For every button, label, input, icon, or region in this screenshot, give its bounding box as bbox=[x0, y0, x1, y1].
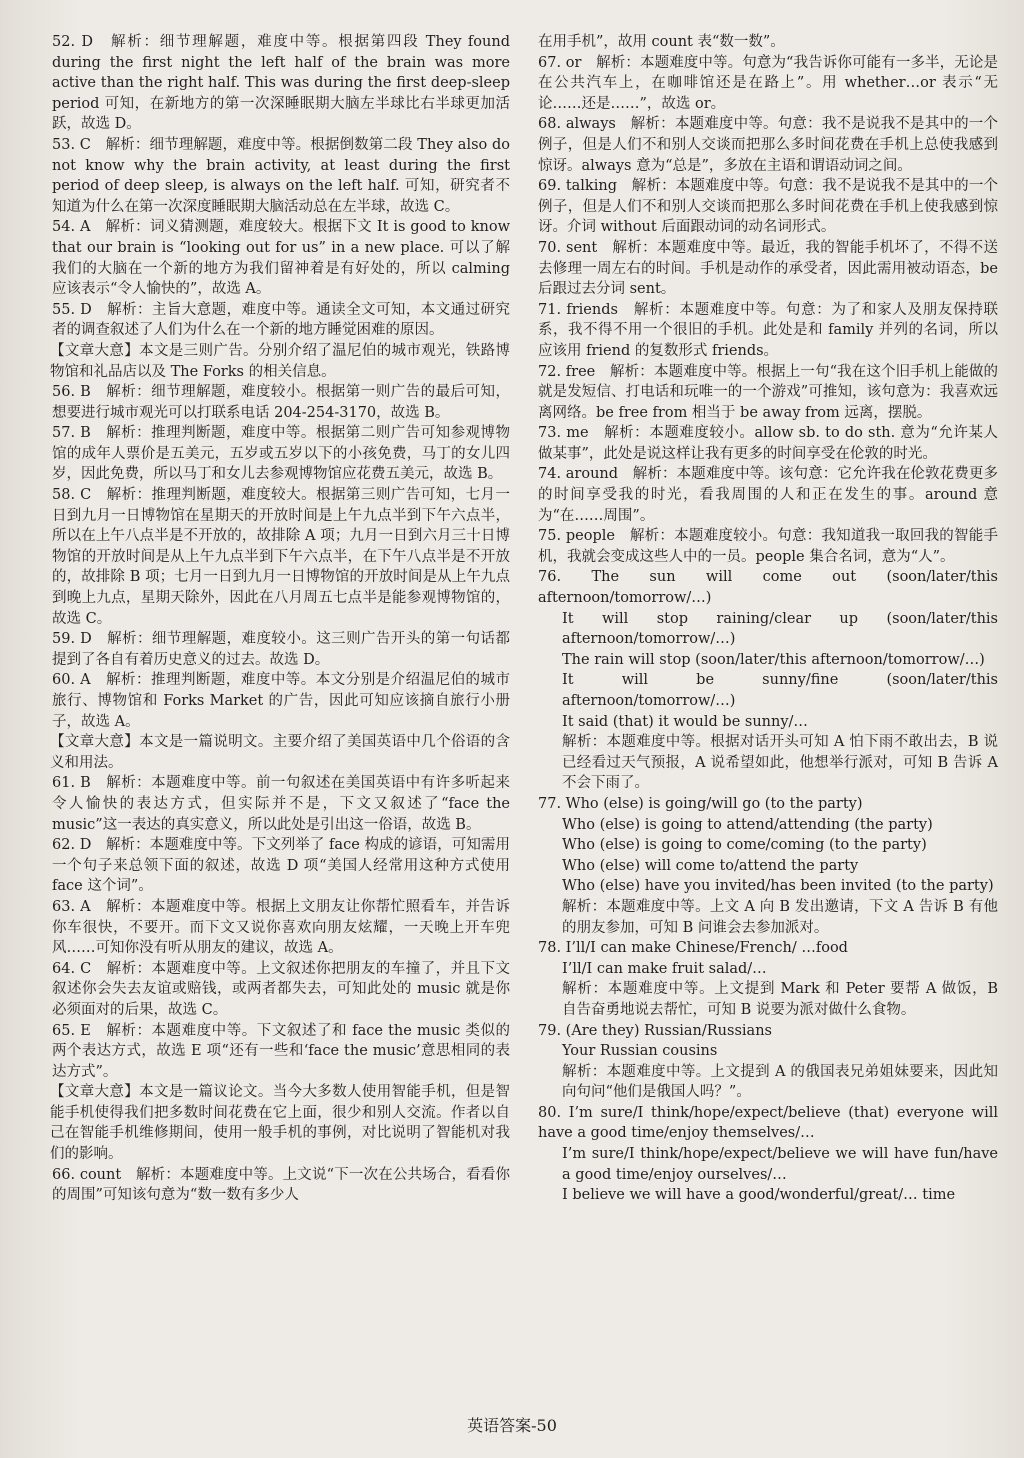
answer-item: 70. sent 解析：本题难度中等。最近，我的智能手机坏了，不得不送去修理一周左右的时间。手机是动作的承受者，因此需用被动语态，be 后跟过去分词 sent。 bbox=[538, 239, 998, 298]
answer-line: The rain will stop (soon/later/this afternoon/tomorrow/…) bbox=[562, 651, 985, 668]
answer-item: 52. D 解析：细节理解题，难度中等。根据第四段 They found during the first night the left half of the brain was more active than the right half. This was during the first deep-sleep period 可知，在新地方的第一次深睡眠期大脑左半球比右半球更加活跃，故选 D。 bbox=[52, 34, 510, 133]
answer-line: It will stop raining/clear up (soon/later/this afternoon/tomorrow/…) bbox=[562, 610, 998, 648]
answer-item: 58. C 解析：推理判断题，难度较大。根据第三则广告可知，七月一日到九月一日博物馆在星期天的开放时间是上午九点半到下午六点半，所以在上午八点半是不开放的，故排除 A 项；九月一日到六月三十日博物馆的开放时间是从上午九点半到下午六点半，在下午八点半是不开放的，故排除 B 项；七月一日到九月一日博物馆的开放时间是从上午九点到晚上九点，星期天除外，因此在八月周五七点半是能参观博物馆的，故选 C。 bbox=[52, 487, 510, 627]
continued-text: 在用手机”，故用 count 表“数一数”。 bbox=[538, 34, 785, 50]
answer-item: 54. A 解析：词义猜测题，难度较大。根据下文 It is good to know that our brain is “looking out for us” in a new place. 可以了解我们的大脑在一个新的地方为我们留神着是有好处的，所以 calming 应该表示“令人愉快的”，故选 A。 bbox=[52, 219, 510, 298]
answer-line: Your Russian cousins bbox=[562, 1043, 718, 1060]
left-column bbox=[52, 32, 510, 1206]
answer-item: 69. talking 解析：本题难度中等。句意：我不是说我不是其中的一个例子，但是人们不和别人交谈而把那么多时间花费在手机上使我感到惊讶。介词 without 后面跟动词的动名词形式。 bbox=[538, 178, 998, 236]
answer-line: Who (else) is going to attend/attending (the party) bbox=[562, 816, 933, 833]
answer-line: 解析：本题难度中等。上文提到 Mark 和 Peter 要帮 A 做饭，B 自告奋勇地说去帮忙，可知 B 说要为派对做什么食物。 bbox=[562, 981, 998, 1018]
answer-item: 68. always 解析：本题难度中等。句意：我不是说我不是其中的一个例子，但是人们不和别人交谈而把那么多时间花费在手机上总使我感到惊讶。always 意为“总是”，多放在主语和谓语动词之间。 bbox=[538, 116, 998, 174]
answer-item: 57. B 解析：推理判断题，难度中等。根据第二则广告可知参观博物馆的成年人票价是五美元，五岁或五岁以下的小孩免费，马丁的女儿四岁，因此免费，所以马丁和女儿去参观博物馆应花费五美元，故选 B。 bbox=[52, 425, 510, 483]
answer-line: I believe we will have a good/wonderful/great/… time bbox=[562, 1187, 956, 1204]
answer-item: 74. around 解析：本题难度中等。该句意：它允许我在伦敦花费更多的时间享受我的时光，看我周围的人和正在发生的事。around 意为“在……周围”。 bbox=[538, 466, 998, 524]
answer-item: 72. free 解析：本题难度中等。根据上一句“我在这个旧手机上能做的就是发短信、打电话和玩唯一的一个游戏”可推知，该句意为：我喜欢远离网络。be free from 相当于 be away from 远离，摆脱。 bbox=[538, 363, 998, 421]
answer-item: 71. friends 解析：本题难度中等。句意：为了和家人及朋友保持联系，我不得不用一个很旧的手机。此处是和 family 并列的名词，所以应该用 friend 的复数形式 friends。 bbox=[538, 301, 998, 359]
answer-line: It said (that) it would be sunny/… bbox=[562, 713, 808, 730]
answer-item: 55. D 解析：主旨大意题，难度中等。通读全文可知，本文通过研究者的调查叙述了人们为什么在一个新的地方睡觉困难的原因。 bbox=[52, 301, 510, 339]
answer-line: Who (else) have you invited/has been invited (to the party) bbox=[562, 878, 994, 895]
answer-item: 60. A 解析：推理判断题，难度中等。本文分别是介绍温尼伯的城市旅行、博物馆和 Forks Market 的广告，因此可知应该摘自旅行小册子，故选 A。 bbox=[52, 672, 510, 730]
article-summary: 【文章大意】本文是一篇说明文。主要介绍了美国英语中几个俗语的含义和用法。 bbox=[50, 734, 510, 771]
answer-line: Who (else) will come to/attend the party bbox=[562, 857, 859, 874]
answer-item: 64. C 解析：本题难度中等。上文叙述你把朋友的车撞了，并且下文叙述你会失去友谊或赔钱，或两者都失去，可知此处的 music 就是你必须面对的后果，故选 C。 bbox=[52, 960, 510, 1018]
answer-item: 75. people 解析：本题难度较小。句意：我知道我一取回我的智能手机，我就会变成这些人中的一员。people 集合名词，意为“人”。 bbox=[538, 528, 998, 565]
answer-item: 80. I’m sure/I think/hope/expect/believe (that) everyone will have a good time/enjoy themselves/… bbox=[538, 1104, 998, 1142]
article-summary: 【文章大意】本文是一篇议论文。当今大多数人使用智能手机，但是智能手机使得我们把多数时间花费在它上面，很少和别人交流。作者以自己在智能手机维修期间，使用一般手机的事例，对比说明了智能机对我们的影响。 bbox=[50, 1084, 510, 1163]
article-summary: 【文章大意】本文是三则广告。分别介绍了温尼伯的城市观光，铁路博物馆和礼品店以及 The Forks 的相关信息。 bbox=[50, 342, 510, 380]
answer-item: 61. B 解析：本题难度中等。前一句叙述在美国英语中有许多听起来令人愉快的表达方式，但实际并不是，下文又叙述了“face the music”这一表达的真实意义，所以此处是引出这一俗语，故选 B。 bbox=[52, 775, 510, 833]
answer-line: It will be sunny/fine (soon/later/this afternoon/tomorrow/…) bbox=[562, 672, 998, 709]
answer-line: I’m sure/I think/hope/expect/believe we will have fun/have a good time/enjoy ourselves/… bbox=[562, 1146, 998, 1183]
answer-item: 56. B 解析：细节理解题，难度较小。根据第一则广告的最后可知，想要进行城市观光可以打联系电话 204-254-3170，故选 B。 bbox=[52, 384, 510, 421]
answer-item: 53. C 解析：细节理解题，难度中等。根据倒数第二段 They also do not know why the brain activity, at least during the first period of deep sleep, is always on the left half. 可知，研究者不知道为什么在第一次深度睡眠期大脑活动总在左半球，故选 C。 bbox=[52, 136, 510, 215]
right-column bbox=[538, 32, 998, 1206]
answer-item: 59. D 解析：细节理解题，难度较小。这三则广告开头的第一句话都提到了各自有着历史意义的过去。故选 D。 bbox=[52, 631, 510, 668]
answer-item: 73. me 解析：本题难度较小。allow sb. to do sth. 意为“允许某人做某事”，此处是说这样让我有更多的时间享受在伦敦的时光。 bbox=[538, 425, 998, 462]
answer-line: 解析：本题难度中等。上文提到 A 的俄国表兄弟姐妹要来，因此知向句问“他们是俄国人吗？”。 bbox=[562, 1063, 998, 1101]
answer-line: I’ll/I can make fruit salad/… bbox=[562, 960, 767, 977]
answer-item: 62. D 解析：本题难度中等。下文列举了 face 构成的谚语，可知需用一个句子来总领下面的叙述，故选 D 项“美国人经常用这种方式使用 face 这个词”。 bbox=[52, 837, 510, 895]
answer-line: 解析：本题难度中等。上文 A 向 B 发出邀请，下文 A 告诉 B 有他的朋友参加，可知 B 问谁会去参加派对。 bbox=[562, 898, 998, 936]
answer-item: 78. I’ll/I can make Chinese/French/ …food bbox=[538, 940, 848, 957]
answer-item: 65. E 解析：本题难度中等。下文叙述了和 face the music 类似的两个表达方式，故选 E 项“还有一些和‘face the music’意思相同的表达方式”。 bbox=[52, 1022, 510, 1080]
answer-item: 66. count 解析：本题难度中等。上文说“下一次在公共场合，看看你的周围”可知该句意为“数一数有多少人 bbox=[52, 1166, 510, 1204]
page-footer: 英语答案-50 bbox=[467, 1416, 557, 1435]
answer-item: 76. The sun will come out (soon/later/this afternoon/tomorrow/…) bbox=[538, 569, 998, 607]
answer-item: 63. A 解析：本题难度中等。根据上文朋友让你帮忙照看车，并告诉你车很快，不要开。而下文又说你喜欢向朋友炫耀，一天晚上开车兜风……可知你没有听从朋友的建议，故选 A。 bbox=[52, 898, 510, 957]
answer-item: 77. Who (else) is going/will go (to the party) bbox=[538, 795, 863, 812]
answer-item: 79. (Are they) Russian/Russians bbox=[538, 1022, 772, 1039]
answer-line: Who (else) is going to come/coming (to the party) bbox=[562, 837, 927, 854]
answer-line: 解析：本题难度中等。根据对话开头可知 A 怕下雨不敢出去，B 说已经看过天气预报，A 说希望如此，他想举行派对，可知 B 告诉 A 不会下雨了。 bbox=[562, 734, 998, 792]
answer-item: 67. or 解析：本题难度中等。句意为“我告诉你可能有一多半，无论是在公共汽车上，在咖啡馆还是在路上”。用 whether…or 表示“无论……还是……”，故选 or。 bbox=[538, 54, 998, 112]
